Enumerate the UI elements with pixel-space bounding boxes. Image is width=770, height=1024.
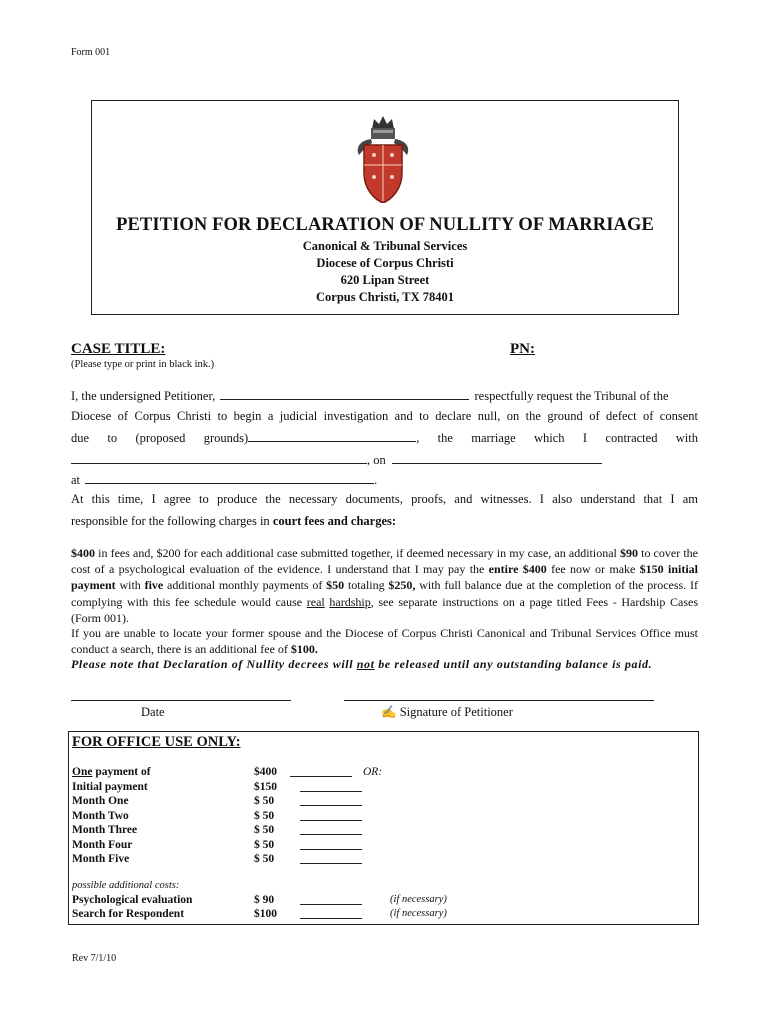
petitioner-name-field[interactable] <box>220 388 469 400</box>
court-fees-label: court fees and charges: <box>272 514 397 528</box>
fee-amount: $250, <box>388 578 416 593</box>
fee-amount: $50 <box>326 578 345 593</box>
address-line: 620 Lipan Street <box>340 273 430 287</box>
fee-amount: $400 <box>71 546 95 560</box>
office-row-field[interactable] <box>300 849 362 850</box>
extra-row-label: Psychological evaluation <box>72 894 193 906</box>
agree-text: responsible for the following charges in <box>71 514 273 528</box>
fee-text: real <box>306 594 325 609</box>
agree-line-2 <box>71 514 396 529</box>
marriage-text: , the marriage which I contracted with <box>416 431 698 445</box>
fee-amount: $90 <box>619 546 638 560</box>
office-row-field[interactable] <box>300 791 362 792</box>
diocese-seal-icon <box>354 115 412 203</box>
pen-icon: ✍ <box>381 705 397 719</box>
search-fee: $100. <box>290 642 318 657</box>
period: . <box>374 473 378 487</box>
on-label: , on <box>367 453 386 467</box>
office-row-field[interactable] <box>300 834 362 835</box>
address-line: Corpus Christi, TX 78401 <box>316 290 454 304</box>
signature-label-group <box>381 705 513 720</box>
extra-row-note: (if necessary) <box>390 894 447 905</box>
date-label: Date <box>141 705 165 719</box>
petition-line-3 <box>71 430 698 446</box>
case-title-label: CASE TITLE: <box>71 341 166 357</box>
office-row-amount: $ 50 <box>254 853 275 865</box>
fees-paragraph <box>71 545 698 626</box>
agree-line-1: At this time, I agree to produce the necessary documents, proofs, and witnesses. I also understand that I am <box>71 492 698 506</box>
office-row-label: Month One <box>72 795 129 807</box>
at-label: at <box>71 473 81 487</box>
signature-label: Signature of Petitioner <box>399 705 513 719</box>
fee-amount: entire $400 <box>488 562 547 577</box>
revision-label: Rev 7/1/10 <box>72 953 117 964</box>
or-label: OR: <box>363 766 383 778</box>
office-use-box <box>68 731 699 925</box>
ink-note: (Please type or print in black ink.) <box>71 359 215 370</box>
petition-line-5 <box>71 472 377 488</box>
fee-text: to cover the cost of a psychological evaluation of the evidence. I understand that I may pay the <box>71 546 698 577</box>
one-word: One <box>72 766 93 778</box>
office-row-field[interactable] <box>300 820 362 821</box>
fee-text: in fees and, $200 for each additional case submitted together, if deemed necessary in my case, an additional <box>95 546 620 560</box>
address-line: Canonical & Tribunal Services <box>302 239 468 253</box>
search-paragraph <box>71 625 698 657</box>
petitioner-label: I, the undersigned Petitioner, <box>71 389 216 403</box>
office-row-amount: $ 50 <box>254 810 275 822</box>
extra-row-note: (if necessary) <box>390 908 447 919</box>
office-row-label: Initial payment <box>72 781 148 793</box>
office-row-amount: $150 <box>254 781 277 793</box>
search-text: If you are unable to locate your former spouse and the Diocese of Corpus Christi Canonical and Tribunal Services Office must conduct a search, there is an additional fee of <box>71 626 698 657</box>
office-row-amount: $ 50 <box>254 824 275 836</box>
office-row-amount: $ 50 <box>254 795 275 807</box>
office-row-field[interactable] <box>300 863 362 864</box>
page-title: PETITION FOR DECLARATION OF NULLITY OF MARRIAGE <box>116 215 654 235</box>
address-line: Diocese of Corpus Christi <box>316 256 454 270</box>
office-row-label: Month Three <box>72 824 138 836</box>
office-row-label: Month Five <box>72 853 130 865</box>
note-text: not <box>356 657 375 671</box>
petition-line-2: Diocese of Corpus Christi to begin a judicial investigation and to declare null, on the ground of defect of consent <box>71 409 698 423</box>
office-row-label: Month Two <box>72 810 129 822</box>
one-payment-label <box>72 766 151 778</box>
office-row-field[interactable] <box>300 805 362 806</box>
spouse-name-field[interactable] <box>71 452 367 464</box>
fee-text: with <box>115 578 145 593</box>
request-text: respectfully request the Tribunal of the <box>474 389 669 403</box>
fee-amount: $150 initial payment <box>71 562 698 593</box>
decree-note <box>71 657 652 672</box>
grounds-label: due to (proposed grounds) <box>71 431 249 445</box>
fee-text: additional monthly payments of <box>163 578 327 593</box>
petition-line-1 <box>71 388 669 404</box>
fee-text: totaling <box>344 578 389 593</box>
office-row-amount: $ 50 <box>254 839 275 851</box>
extra-row-label: Search for Respondent <box>72 908 185 920</box>
possible-costs-label: possible additional costs: <box>72 880 180 891</box>
marriage-place-field[interactable] <box>85 472 374 484</box>
note-text: be released until any outstanding balance is paid. <box>374 657 653 671</box>
office-row-label: Month Four <box>72 839 133 851</box>
date-field[interactable] <box>71 700 291 701</box>
signature-field[interactable] <box>344 700 654 701</box>
extra-row-amount: $ 90 <box>254 894 275 906</box>
form-number: Form 001 <box>71 47 111 58</box>
note-text: Please note that Declaration of Nullity decrees will <box>71 657 357 671</box>
fee-text: with full balance due at the completion of the process. If complying with this fee schedule would cause <box>71 578 698 609</box>
marriage-date-field[interactable] <box>392 452 602 464</box>
payment-of: payment of <box>92 766 151 778</box>
fee-text: hardship <box>329 594 371 609</box>
one-payment-amount: $400 <box>254 766 277 778</box>
fee-amount: five <box>144 578 164 593</box>
header-box <box>91 100 679 315</box>
pn-label: PN: <box>510 341 535 357</box>
extra-row-amount: $100 <box>254 908 277 920</box>
fee-text: , see separate instructions on a page titled Fees - Hardship Cases (Form 001). <box>71 594 699 625</box>
grounds-field[interactable] <box>248 430 416 442</box>
extra-row-field[interactable] <box>300 904 362 905</box>
petition-line-4 <box>71 452 602 468</box>
fee-text: fee now or make <box>546 562 640 577</box>
address-block <box>92 238 678 306</box>
office-title: FOR OFFICE USE ONLY: <box>72 734 241 750</box>
one-payment-field[interactable] <box>290 776 352 777</box>
extra-row-field[interactable] <box>300 918 362 919</box>
